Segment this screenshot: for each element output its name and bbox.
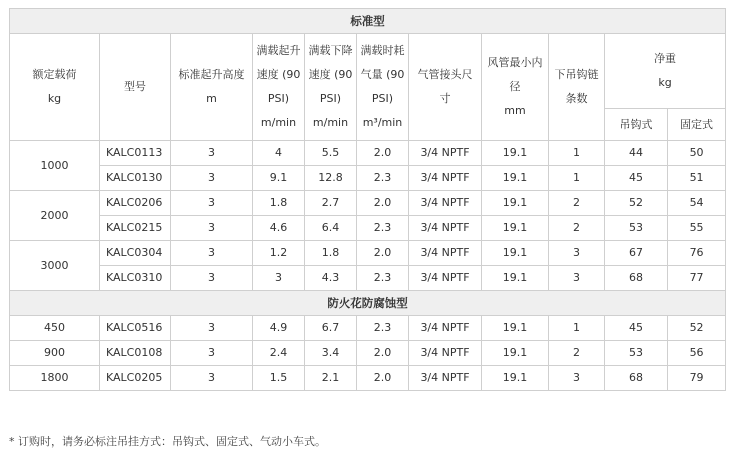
header-line: m/min: [260, 116, 297, 129]
cell: 53: [605, 216, 668, 241]
cell: 19.1: [482, 141, 549, 166]
cell: 2.0: [357, 366, 409, 391]
cell: 3: [171, 366, 253, 391]
cell: 3: [253, 266, 305, 291]
cell-rated-load: 1000: [10, 141, 100, 191]
cell: 3: [171, 341, 253, 366]
cell: 2.0: [357, 141, 409, 166]
cell: 4.6: [253, 216, 305, 241]
cell: 2: [549, 341, 605, 366]
header-lower-speed: [305, 34, 357, 141]
spec-table: [9, 8, 726, 391]
cell: 44: [605, 141, 668, 166]
header-line: 满载起升: [256, 44, 301, 57]
cell: 19.1: [482, 366, 549, 391]
cell: 5.5: [305, 141, 357, 166]
cell: 4.3: [305, 266, 357, 291]
cell: 6.7: [305, 316, 357, 341]
header-line: 径: [509, 80, 521, 93]
cell: 51: [668, 166, 726, 191]
cell: 50: [668, 141, 726, 166]
cell: 19.1: [482, 166, 549, 191]
header-line: m³/min: [362, 116, 403, 129]
cell: 45: [605, 316, 668, 341]
cell-model: KALC0108: [100, 341, 171, 366]
header-line: 寸: [439, 92, 451, 105]
header-air-consumption: [357, 34, 409, 141]
cell: 3: [171, 216, 253, 241]
cell: 3: [549, 366, 605, 391]
cell: 3/4 NPTF: [409, 366, 482, 391]
cell-model: KALC0130: [100, 166, 171, 191]
cell-rated-load: 3000: [10, 241, 100, 291]
table-row: [10, 141, 726, 166]
cell: 3: [171, 266, 253, 291]
cell: 1.2: [253, 241, 305, 266]
cell: 76: [668, 241, 726, 266]
cell: 9.1: [253, 166, 305, 191]
header-chain-falls: [549, 34, 605, 141]
header-line: PSI): [371, 92, 394, 105]
header-model: 型号: [100, 34, 171, 141]
section-title-spark-proof: 防火花防腐蚀型: [10, 291, 726, 316]
header-line: m: [206, 92, 217, 105]
cell: 3: [171, 316, 253, 341]
cell-rated-load: 450: [10, 316, 100, 341]
header-line: kg: [658, 76, 672, 89]
header-hook-type: 吊钩式: [605, 109, 668, 141]
cell: 19.1: [482, 241, 549, 266]
cell: 56: [668, 341, 726, 366]
cell: 79: [668, 366, 726, 391]
cell-model: KALC0206: [100, 191, 171, 216]
cell: 19.1: [482, 316, 549, 341]
header-line: 速度 (90: [308, 68, 353, 81]
header-line: 气量 (90: [360, 68, 405, 81]
cell: 1.8: [305, 241, 357, 266]
cell: 54: [668, 191, 726, 216]
header-lift-height: [171, 34, 253, 141]
cell: 2.3: [357, 216, 409, 241]
header-line: PSI): [267, 92, 290, 105]
cell: 55: [668, 216, 726, 241]
header-line: 标准起升高度: [178, 68, 245, 81]
table-row: [10, 316, 726, 341]
cell: 3/4 NPTF: [409, 241, 482, 266]
cell: 3: [549, 241, 605, 266]
cell: 19.1: [482, 266, 549, 291]
header-lift-speed: [253, 34, 305, 141]
cell: 2.7: [305, 191, 357, 216]
cell: 3: [549, 266, 605, 291]
cell: 3.4: [305, 341, 357, 366]
cell: 52: [605, 191, 668, 216]
table-row: [10, 166, 726, 191]
header-line: 速度 (90: [256, 68, 301, 81]
cell: 2.3: [357, 166, 409, 191]
cell: 1: [549, 166, 605, 191]
cell: 3/4 NPTF: [409, 191, 482, 216]
header-rated-load: [10, 34, 100, 141]
table-row: [10, 341, 726, 366]
header-row-1: [10, 34, 726, 109]
cell-rated-load: 2000: [10, 191, 100, 241]
cell: 19.1: [482, 341, 549, 366]
cell: 2: [549, 191, 605, 216]
header-fixed-type: 固定式: [668, 109, 726, 141]
cell: 77: [668, 266, 726, 291]
cell: 45: [605, 166, 668, 191]
cell: 12.8: [305, 166, 357, 191]
cell: 2: [549, 216, 605, 241]
section-row-spark-proof: [10, 291, 726, 316]
cell: 53: [605, 341, 668, 366]
cell: 4.9: [253, 316, 305, 341]
cell: 2.0: [357, 241, 409, 266]
header-line: 额定载荷: [32, 68, 77, 81]
cell: 3/4 NPTF: [409, 266, 482, 291]
cell: 2.0: [357, 341, 409, 366]
cell: 3: [171, 166, 253, 191]
table-row: [10, 266, 726, 291]
cell: 3/4 NPTF: [409, 141, 482, 166]
cell-model: KALC0215: [100, 216, 171, 241]
cell: 3: [171, 141, 253, 166]
table-row: [10, 241, 726, 266]
cell: 2.3: [357, 316, 409, 341]
spec-table-container: [9, 8, 725, 391]
cell-model: KALC0205: [100, 366, 171, 391]
cell: 68: [605, 366, 668, 391]
header-line: kg: [47, 92, 62, 105]
header-air-inlet: [409, 34, 482, 141]
cell: 19.1: [482, 191, 549, 216]
cell-rated-load: 1800: [10, 366, 100, 391]
cell-rated-load: 900: [10, 341, 100, 366]
cell: 3/4 NPTF: [409, 166, 482, 191]
header-net-weight: [605, 34, 726, 109]
cell: 3/4 NPTF: [409, 216, 482, 241]
cell: 68: [605, 266, 668, 291]
header-line: m/min: [312, 116, 349, 129]
table-row: [10, 216, 726, 241]
header-line: 下吊钩链: [554, 68, 599, 81]
cell: 4: [253, 141, 305, 166]
cell: 1: [549, 316, 605, 341]
cell: 6.4: [305, 216, 357, 241]
table-row: [10, 191, 726, 216]
cell: 1.5: [253, 366, 305, 391]
header-line: 气管接头尺: [417, 68, 473, 81]
cell: 19.1: [482, 216, 549, 241]
header-hose-min-id: [482, 34, 549, 141]
cell: 2.1: [305, 366, 357, 391]
cell: 52: [668, 316, 726, 341]
header-line: 风管最小内: [487, 56, 543, 69]
header-line: 满载时耗: [360, 44, 405, 57]
cell-model: KALC0304: [100, 241, 171, 266]
footnote: * 订购时，请务必标注吊挂方式：吊钩式、固定式、气动小车式。: [9, 435, 326, 448]
cell: 3/4 NPTF: [409, 316, 482, 341]
cell-model: KALC0310: [100, 266, 171, 291]
header-line: 满载下降: [308, 44, 353, 57]
cell: 3: [171, 191, 253, 216]
cell: 1.8: [253, 191, 305, 216]
cell: 67: [605, 241, 668, 266]
header-line: 净重: [654, 52, 677, 65]
section-row-standard: [10, 9, 726, 34]
cell: 2.3: [357, 266, 409, 291]
header-line: PSI): [319, 92, 342, 105]
header-line: mm: [504, 104, 526, 117]
header-line: 条数: [565, 92, 588, 105]
cell: 2.0: [357, 191, 409, 216]
cell-model: KALC0516: [100, 316, 171, 341]
table-row: [10, 366, 726, 391]
cell-model: KALC0113: [100, 141, 171, 166]
section-title-standard: 标准型: [10, 9, 726, 34]
cell: 2.4: [253, 341, 305, 366]
cell: 3/4 NPTF: [409, 341, 482, 366]
cell: 1: [549, 141, 605, 166]
cell: 3: [171, 241, 253, 266]
